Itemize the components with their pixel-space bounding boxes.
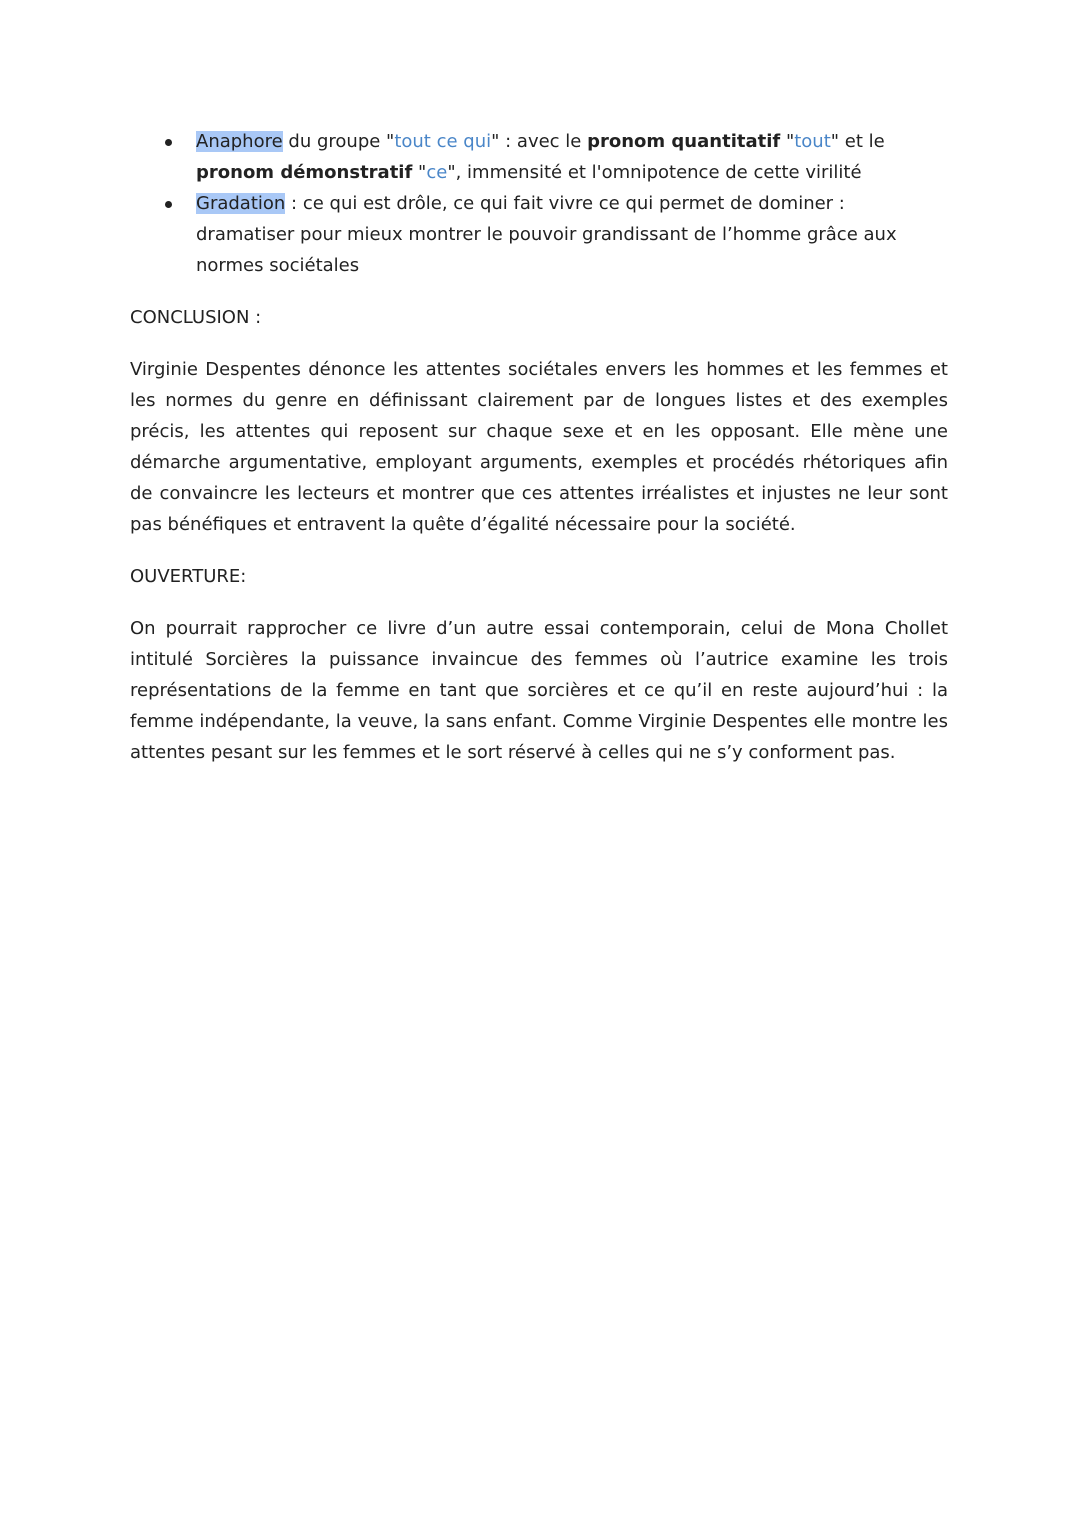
text-run: " et le [830,131,885,152]
bullet-item-gradation [196,188,948,281]
text-run: : ce qui est drôle, ce qui fait vivre ce qui permet de dominer : [285,193,845,214]
text-run: " [412,162,427,183]
bold-term: pronom démonstratif [196,162,413,183]
ouverture-heading: OUVERTURE: [130,566,247,587]
text-run: dramatiser pour mieux montrer le pouvoir grandissant de l’homme grâce aux [196,224,897,245]
text-run: normes sociétales [196,255,360,276]
text-run: ", immensité et l'omnipotence de cette virilité [447,162,862,183]
highlighted-term: Anaphore [196,131,283,152]
conclusion-paragraph: Virginie Despentes dénonce les attentes sociétales envers les hommes et les femmes et les normes du genre en définissant clairement par de longues listes et des exemples précis, les attentes qui reposent sur chaque sexe et en les opposant. Elle mène une démarche argumentative, employant arguments, exemples et procédés rhétoriques afin de convaincre les lecteurs et montrer que ces attentes irréalistes et injustes ne leur sont pas bénéfiques et entravent la quête d’égalité nécessaire pour la société. [130,359,948,535]
bold-term: pronom quantitatif [587,131,781,152]
quoted-term: tout ce qui [394,131,492,152]
text-run: " [780,131,795,152]
highlighted-term: Gradation [196,193,286,214]
bullet-dot-icon [165,139,172,146]
ouverture-paragraph: On pourrait rapprocher ce livre d’un autre essai contemporain, celui de Mona Chollet intitulé Sorcières la puissance invaincue des femmes où l’autrice examine les trois représentations de la femme en tant que sorcières et ce qu’il en reste aujourd’hui : la femme indépendante, la veuve, la sans enfant. Comme Virginie Despentes elle montre les attentes pesant sur les femmes et le sort réservé à celles qui ne s’y conforment pas. [130,618,948,763]
bullet-dot-icon [165,201,172,208]
conclusion-heading: CONCLUSION : [130,307,262,328]
quoted-term: ce [426,162,448,183]
text-run: du groupe " [282,131,395,152]
bullet-list [130,126,948,281]
document-content [130,126,948,768]
text-run: " : avec le [491,131,588,152]
bullet-item-anaphore [196,126,948,188]
quoted-term: tout [794,131,831,152]
